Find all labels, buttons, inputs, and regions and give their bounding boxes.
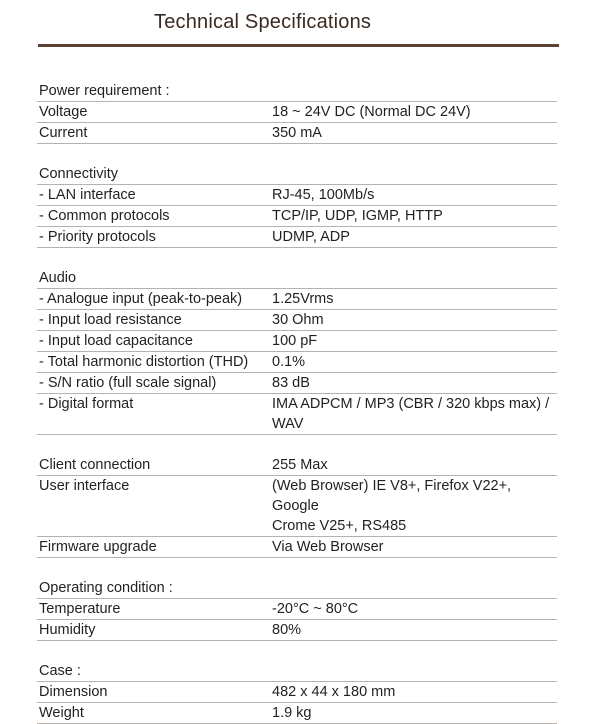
spec-value-line: IMA ADPCM / MP3 (CBR / 320 kbps max) / [272, 396, 550, 412]
spec-row [37, 206, 557, 227]
spec-label: - Priority protocols [39, 229, 156, 245]
spec-row [37, 227, 557, 248]
specs-table [37, 81, 557, 724]
spec-label: User interface [39, 478, 130, 494]
spec-row [37, 682, 557, 703]
section-heading-audio: Audio [37, 268, 557, 289]
spec-row [37, 373, 557, 394]
spec-value: Via Web Browser [272, 539, 384, 555]
spec-row [37, 331, 557, 352]
spec-label: Dimension [39, 684, 108, 700]
spec-row [37, 476, 557, 537]
spec-row [37, 537, 557, 558]
spec-value: 0.1% [272, 354, 306, 370]
spec-label: Humidity [39, 622, 96, 638]
spec-value [272, 476, 557, 536]
spec-value-line: (Web Browser) IE V8+, Firefox V22+, Google [272, 478, 512, 514]
spec-label: Weight [39, 705, 84, 721]
spec-label: - Input load capacitance [39, 333, 193, 349]
spec-label: - Common protocols [39, 208, 170, 224]
spec-value: 30 Ohm [272, 312, 324, 328]
spec-value: 1.25Vrms [272, 291, 334, 307]
spec-label: - Total harmonic distortion (THD) [39, 354, 249, 370]
spec-value: 18 ~ 24V DC (Normal DC 24V) [272, 104, 471, 120]
spec-label: - Input load resistance [39, 312, 182, 328]
spec-row [37, 620, 557, 641]
spec-value: TCP/IP, UDP, IGMP, HTTP [272, 208, 443, 224]
spec-value: UDMP, ADP [272, 229, 350, 245]
spec-label: - S/N ratio (full scale signal) [39, 375, 217, 391]
spec-value: 350 mA [272, 125, 322, 141]
spec-label: Current [39, 125, 88, 141]
title-underline [38, 44, 559, 47]
spec-row [37, 185, 557, 206]
spec-value-line: WAV [272, 416, 304, 432]
spec-label: Temperature [39, 601, 121, 617]
spec-label: Client connection [39, 457, 151, 473]
spec-row [37, 455, 557, 476]
spec-value: 482 x 44 x 180 mm [272, 684, 396, 700]
spec-row [37, 703, 557, 724]
spec-value: 1.9 kg [272, 705, 312, 721]
spec-value [272, 394, 557, 434]
section-heading-connectivity: Connectivity [37, 164, 557, 185]
spec-row [37, 394, 557, 435]
spec-label: - Analogue input (peak-to-peak) [39, 291, 243, 307]
section-heading-operating: Operating condition : [37, 578, 557, 599]
spec-label: Voltage [39, 104, 88, 120]
page-title: Technical Specifications [154, 11, 372, 33]
spec-label: Firmware upgrade [39, 539, 157, 555]
spec-value: 83 dB [272, 375, 310, 391]
spec-row [37, 289, 557, 310]
spec-value: -20°C ~ 80°C [272, 601, 359, 617]
spec-value-line: Crome V25+, RS485 [272, 518, 407, 534]
spec-label: - LAN interface [39, 187, 136, 203]
spec-row [37, 599, 557, 620]
spec-label: - Digital format [39, 396, 134, 412]
spec-row [37, 352, 557, 373]
spec-row [37, 310, 557, 331]
spec-value: 100 pF [272, 333, 318, 349]
spec-row [37, 123, 557, 144]
section-heading-case: Case : [37, 661, 557, 682]
spec-value: 255 Max [272, 457, 328, 473]
section-heading-power: Power requirement : [37, 81, 557, 102]
spec-value: 80% [272, 622, 302, 638]
spec-value: RJ-45, 100Mb/s [272, 187, 375, 203]
spec-row [37, 102, 557, 123]
